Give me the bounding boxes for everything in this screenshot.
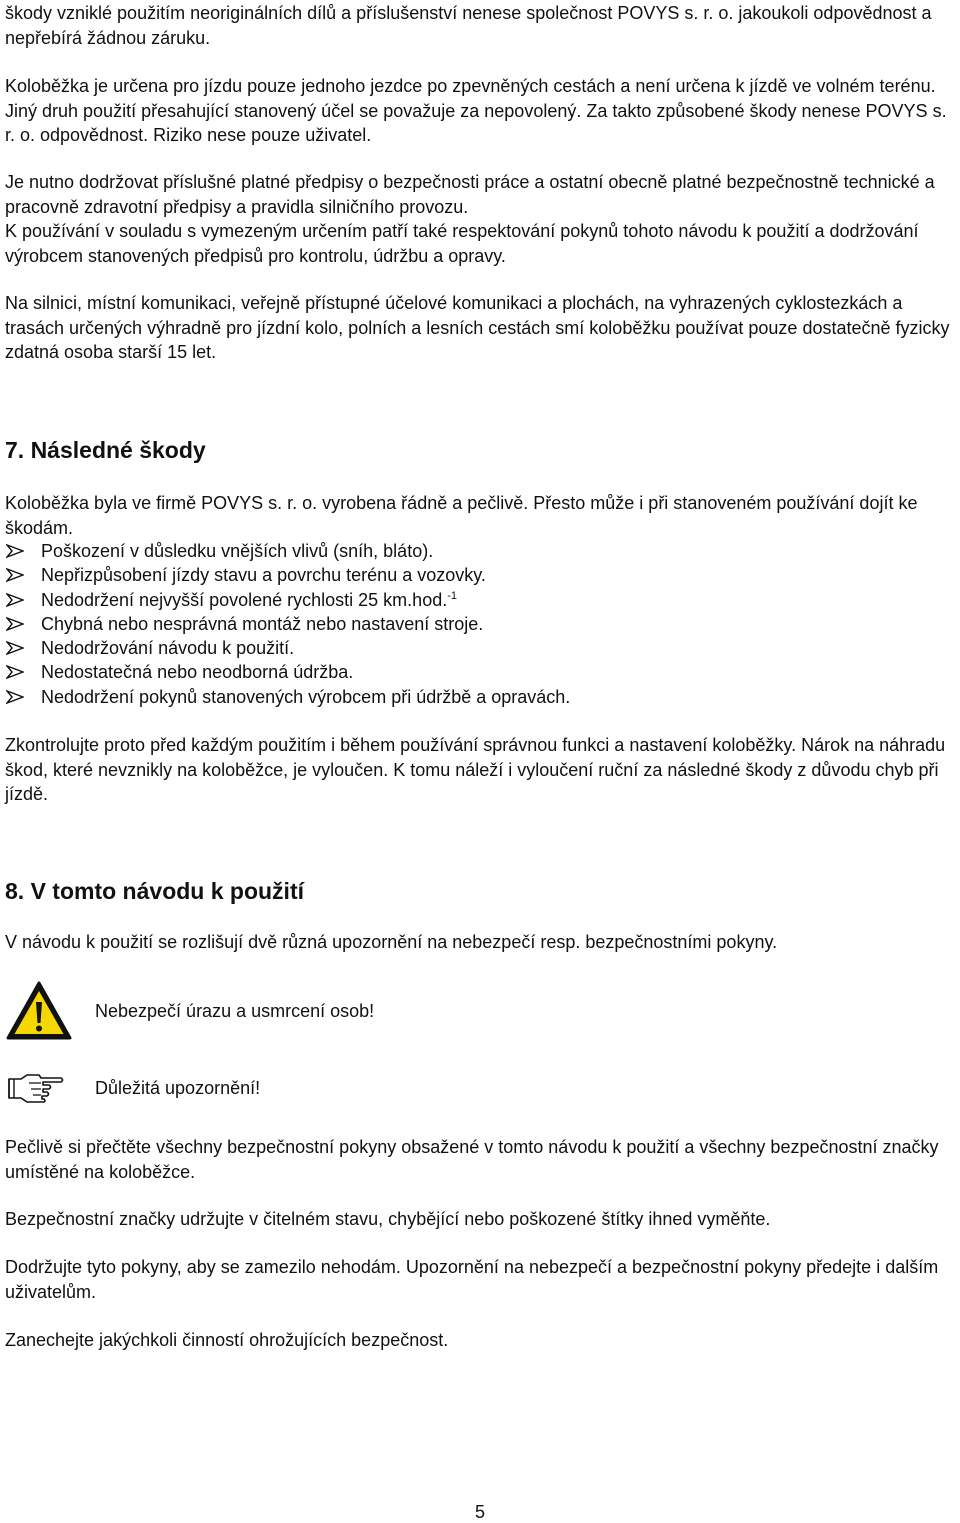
intro-paragraph-5: Na silnici, místní komunikaci, veřejně přístupné účelové komunikaci a plochách, na vyhrazených cyklostezkách a trasách určených výhradně pro jízdní kolo, polních a lesních cestách smí koloběžku používat pouze dostatečně fyzicky zdatná osoba starší 15 let.	[5, 293, 950, 362]
section-8-paragraph-1: Pečlivě si přečtěte všechny bezpečnostní pokyny obsažené v tomto návodu k použití a všechny bezpečnostní značky umístěné na koloběžce.	[5, 1137, 939, 1182]
warning-danger-row	[5, 980, 374, 1042]
section-7-heading: 7. Následné škody	[5, 437, 206, 463]
arrow-bullet-icon	[6, 568, 24, 582]
arrow-bullet-icon	[6, 690, 24, 704]
list-item: Nedodržení pokynů stanovených výrobcem při údržbě a opravách.	[5, 685, 958, 709]
arrow-bullet-icon	[6, 617, 24, 631]
section-7-damage-list	[5, 539, 958, 709]
list-item: Chybná nebo nesprávná montáž nebo nastavení stroje.	[5, 612, 958, 636]
arrow-bullet-icon	[6, 665, 24, 679]
list-item: Nedostatečná nebo neodborná údržba.	[5, 660, 958, 684]
warning-note-row	[5, 1072, 260, 1104]
intro-paragraph-3: Je nutno dodržovat příslušné platné předpisy o bezpečnosti práce a ostatní obecně platné bezpečnostně technické a pracovně zdravotní předpisy a pravidla silničního provozu. K používání v souladu s vymezeným určením patří také respektování pokynů tohoto návodu k použití a dodržování výrobcem stanovených předpisů pro kontrolu, údržbu a opravy.	[5, 170, 958, 268]
section-8-paragraph-3: Dodržujte tyto pokyny, aby se zamezilo nehodám. Upozornění na nebezpečí a bezpečnostní pokyny předejte i dalším uživatelům.	[5, 1257, 939, 1302]
speed-unit-superscript: -1	[447, 589, 457, 602]
section-7-outro: Zkontrolujte proto před každým použitím i během používání správnou funkci a nastavení koloběžky. Nárok na náhradu škod, které nevznikly na koloběžce, je vyloučen. K tomu náleží i vyloučení ruční za následné škody z důvodu chyb při jízdě.	[5, 735, 946, 804]
list-item: Poškození v důsledku vnějších vlivů (sníh, bláto).	[5, 539, 958, 563]
list-item: Nepřizpůsobení jízdy stavu a povrchu terénu a vozovky.	[5, 563, 958, 587]
list-item: Nedodržení nejvyšší povolené rychlosti 25 km.hod.$^{-1}$	[5, 588, 958, 612]
section-8	[5, 877, 958, 905]
section-7	[5, 436, 958, 464]
pointing-hand-icon	[5, 1072, 65, 1104]
page-number: 5	[474, 1502, 485, 1522]
section-8-heading: 8. V tomto návodu k použití	[5, 878, 304, 904]
warning-danger-text: Nebezpečí úrazu a usmrcení osob!	[95, 1000, 375, 1021]
arrow-bullet-icon	[6, 641, 24, 655]
section-8-intro: V návodu k použití se rozlišují dvě různá upozornění na nebezpečí resp. bezpečnostními pokyny.	[5, 932, 778, 952]
intro-paragraph-4: K používání v souladu s vymezeným určením patří také respektování pokynů tohoto návodu k použití a dodržování výrobcem stanovených předpisů pro kontrolu, údržbu a opravy.	[5, 221, 919, 266]
section-8-paragraph-2: Bezpečnostní značky udržujte v čitelném stavu, chybějící nebo poškozené štítky ihned vyměňte.	[5, 1209, 771, 1229]
list-item: Nedodržování návodu k použití.	[5, 636, 958, 660]
warning-note-text: Důležitá upozornění!	[95, 1077, 261, 1098]
arrow-bullet-icon	[6, 544, 24, 558]
section-7-intro: Koloběžka byla ve firmě POVYS s. r. o. vyrobena řádně a pečlivě. Přesto může i při stanoveném používání dojít ke škodám.	[5, 493, 918, 538]
intro-paragraph-1: škody vzniklé použitím neoriginálních dílů a příslušenství nenese společnost POVYS s. r. o. jakoukoli odpovědnost a nepřebírá žádnou záruku.	[5, 3, 932, 48]
section-8-paragraph-4: Zanechejte jakýchkoli činností ohrožujících bezpečnost.	[5, 1330, 449, 1350]
warning-triangle-icon	[5, 980, 73, 1042]
intro-paragraph-2: Koloběžka je určena pro jízdu pouze jednoho jezdce po zpevněných cestách a není určena k jízdě ve volném terénu. Jiný druh použití přesahující stanovený účel se považuje za nepovolený. Za takto způsobené škody nenese POVYS s. r. o. odpovědnost. Riziko nese pouze uživatel.	[5, 76, 947, 145]
arrow-bullet-icon	[6, 593, 24, 607]
